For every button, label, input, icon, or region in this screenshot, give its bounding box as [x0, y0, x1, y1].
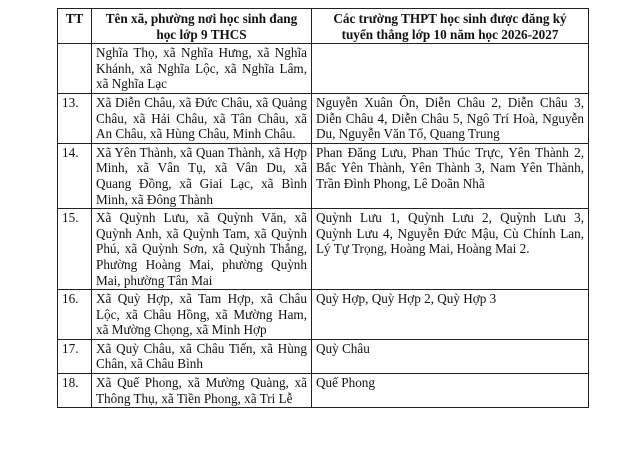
table-row [58, 290, 589, 340]
row-number: 14. [58, 143, 92, 208]
header-schools: Các trường THPT học sinh được đăng ký tuyển thẳng lớp 10 năm học 2026-2027 [312, 9, 589, 44]
commune-list: Xã Quế Phong, xã Mường Quàng, xã Thông Thụ, xã Tiền Phong, xã Tri Lễ [92, 374, 312, 408]
row-number: 16. [58, 290, 92, 340]
row-number: 18. [58, 374, 92, 408]
row-number [58, 44, 92, 94]
commune-list: Xã Quỳ Châu, xã Châu Tiến, xã Hùng Chân, xã Châu Bình [92, 339, 312, 373]
admission-table [57, 8, 589, 408]
table-header-row [58, 9, 589, 44]
school-list: Quỳ Châu [312, 339, 589, 373]
table-row [58, 93, 589, 143]
table-row [58, 44, 589, 94]
commune-list: Xã Quỳ Hợp, xã Tam Hợp, xã Châu Lộc, xã Châu Hồng, xã Mường Ham, xã Mường Chọng, xã Minh Hợp [92, 290, 312, 340]
header-tt: TT [58, 9, 92, 44]
commune-list: Xã Diễn Châu, xã Đức Châu, xã Quảng Châu, xã Hải Châu, xã Tân Châu, xã An Châu, xã Hùng Châu, Minh Châu. [92, 93, 312, 143]
header-commune: Tên xã, phường nơi học sinh đang học lớp 9 THCS [92, 9, 312, 44]
school-list [312, 44, 589, 94]
school-list: Nguyễn Xuân Ôn, Diễn Châu 2, Diễn Châu 3, Diễn Châu 4, Diễn Châu 5, Ngô Trí Hoà, Nguyễn Du, Nguyễn Văn Tố, Quang Trung [312, 93, 589, 143]
row-number: 15. [58, 209, 92, 290]
table-row [58, 374, 589, 408]
school-list: Quỳ Hợp, Quỳ Hợp 2, Quỳ Hợp 3 [312, 290, 589, 340]
school-list: Phan Đăng Lưu, Phan Thúc Trực, Yên Thành 2, Bắc Yên Thành, Yên Thành 3, Nam Yên Thành, Trần Đình Phong, Lê Doãn Nhã [312, 143, 589, 208]
row-number: 17. [58, 339, 92, 373]
commune-list: Xã Quỳnh Lưu, xã Quỳnh Văn, xã Quỳnh Anh, xã Quỳnh Tam, xã Quỳnh Phú, xã Quỳnh Sơn, xã Quỳnh Thắng, Phường Hoàng Mai, phường Quỳnh Mai, phường Tân Mai [92, 209, 312, 290]
table-row [58, 339, 589, 373]
table-row [58, 209, 589, 290]
school-list: Quỳnh Lưu 1, Quỳnh Lưu 2, Quỳnh Lưu 3, Quỳnh Lưu 4, Nguyễn Đức Mậu, Cù Chính Lan, Lý Tự Trọng, Hoàng Mai, Hoàng Mai 2. [312, 209, 589, 290]
table-row [58, 143, 589, 208]
school-list: Quế Phong [312, 374, 589, 408]
row-number: 13. [58, 93, 92, 143]
commune-list: Xã Yên Thành, xã Quan Thành, xã Hợp Minh, xã Vân Tụ, xã Vân Du, xã Quang Đồng, xã Giai Lạc, xã Bình Minh, xã Đông Thành [92, 143, 312, 208]
commune-list: Nghĩa Thọ, xã Nghĩa Hưng, xã Nghĩa Khánh, xã Nghĩa Lộc, xã Nghĩa Lâm, xã Nghĩa Lạc [92, 44, 312, 94]
